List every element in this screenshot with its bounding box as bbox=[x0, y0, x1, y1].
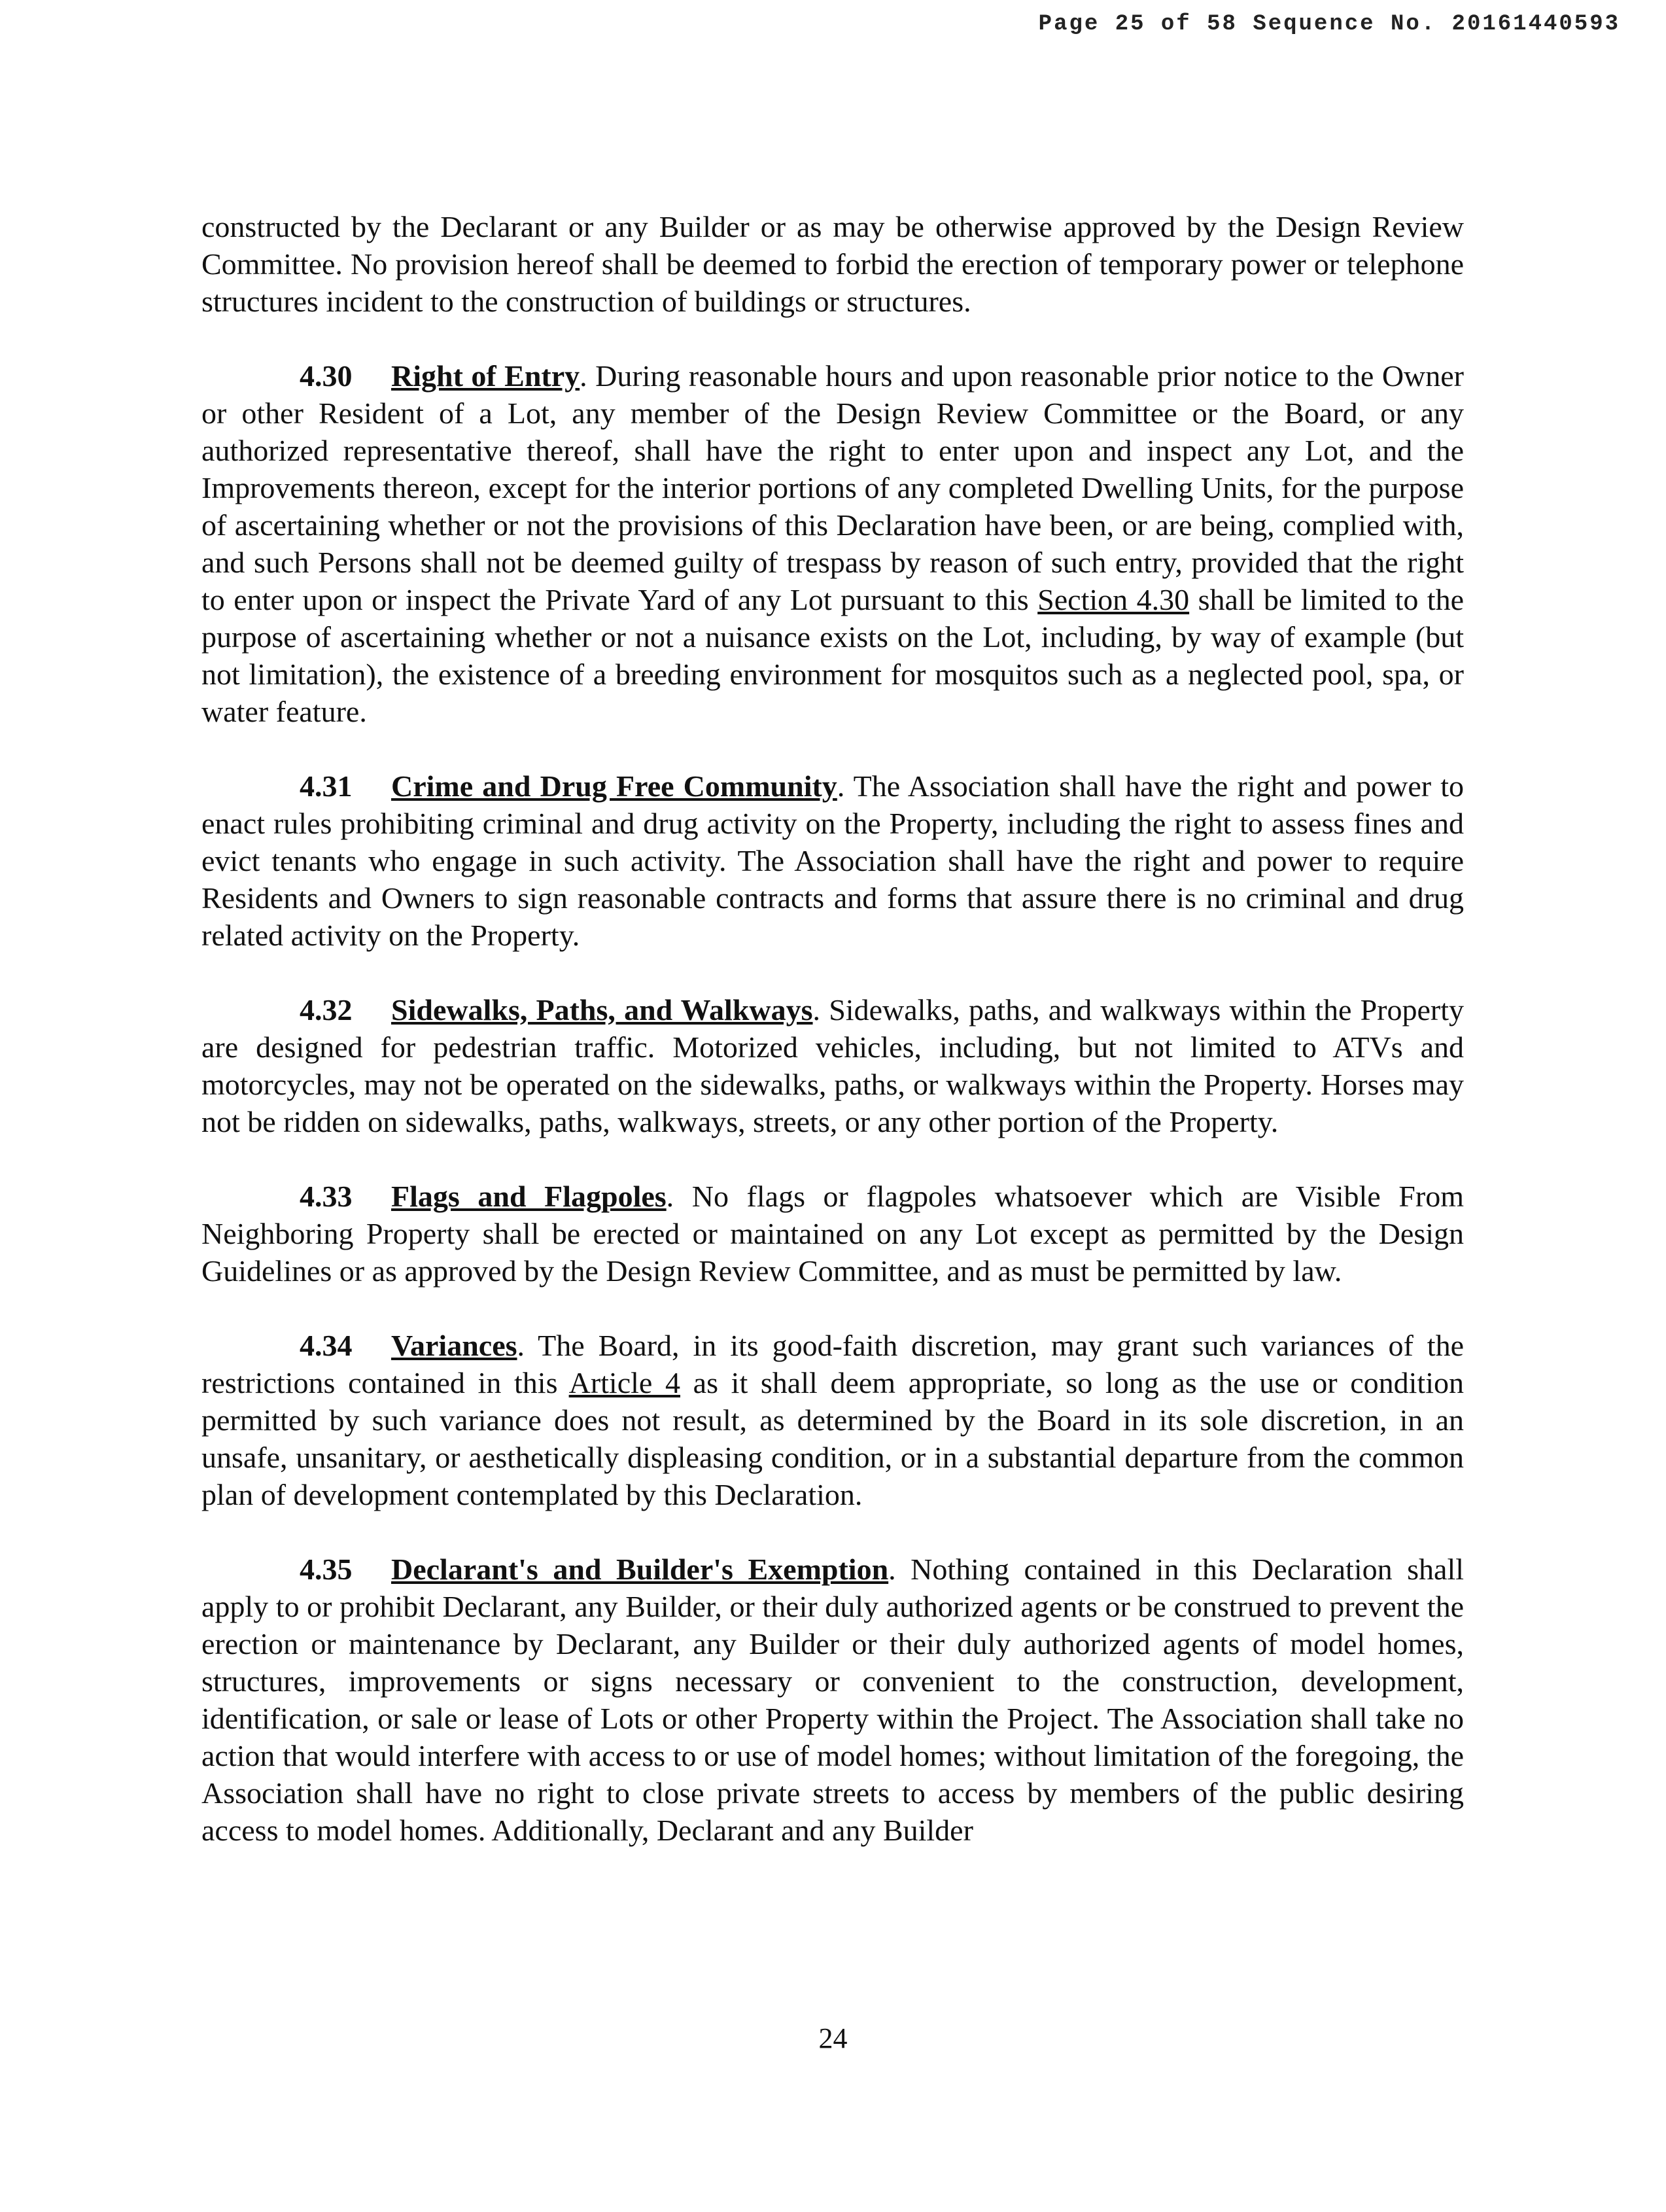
section-4-32 bbox=[201, 991, 1464, 1140]
section-body: shall be limited to the purpose of ascertaining whether or not a nuisance exists on the Lot, including, by way of example (but not limitation), the existence of a breeding environment for mosquitos such as a neglected pool, spa, or water feature. bbox=[201, 583, 1464, 728]
section-number: 4.32 bbox=[300, 993, 353, 1027]
cross-reference-link: Article 4 bbox=[568, 1366, 680, 1399]
section-body: . The Association shall have the right and power to enact rules prohibiting criminal and drug activity on the Property, including the right to assess fines and evict tenants who engage in such activity. The Association shall have the right and power to require Residents and Owners to sign reasonable contracts and forms that assure there is no criminal and drug related activity on the Property. bbox=[201, 769, 1464, 952]
section-title: Flags and Flagpoles bbox=[391, 1180, 667, 1213]
section-4-31 bbox=[201, 767, 1464, 954]
section-title: Variances bbox=[391, 1329, 517, 1362]
section-number: 4.30 bbox=[300, 359, 353, 393]
section-body: . Nothing contained in this Declaration shall apply to or prohibit Declarant, any Builder, or their duly authorized agents or be construed to prevent the erection or maintenance by Declarant, any Builder or their duly authorized agents of model homes, structures, improvements or signs necessary or convenient to the construction, development, identification, or sale or lease of Lots or other Property within the Project. The Association shall take no action that would interfere with access to or use of model homes; without limitation of the foregoing, the Association shall have no right to close private streets to access by members of the public desiring access to model homes. Additionally, Declarant and any Builder bbox=[201, 1553, 1464, 1847]
section-number: 4.33 bbox=[300, 1180, 353, 1213]
section-body: . The Board, in its good-faith discretion, may grant such variances of the restrictions contained in this bbox=[201, 1329, 1464, 1399]
section-4-30 bbox=[201, 357, 1464, 730]
section-number: 4.31 bbox=[300, 769, 353, 803]
continuation-paragraph: constructed by the Declarant or any Builder or as may be otherwise approved by the Design Review Committee. No provision hereof shall be deemed to forbid the erection of temporary power or telephone structures incident to the construction of buildings or structures. bbox=[201, 210, 1464, 318]
section-number: 4.34 bbox=[300, 1329, 353, 1362]
section-title: Crime and Drug Free Community bbox=[391, 769, 837, 803]
section-4-34 bbox=[201, 1327, 1464, 1513]
section-title: Sidewalks, Paths, and Walkways bbox=[391, 993, 813, 1027]
section-4-35 bbox=[201, 1551, 1464, 1849]
page-number: 24 bbox=[818, 2022, 848, 2054]
document-body bbox=[201, 208, 1464, 1849]
cross-reference-link: Section 4.30 bbox=[1037, 583, 1190, 616]
section-body: as it shall deem appropriate, so long as the use or condition permitted by such variance does not result, as determined by the Board in its sole discretion, in an unsafe, unsanitary, or aesthetically displeasing condition, or in a substantial departure from the common plan of development contemplated by this Declaration. bbox=[201, 1366, 1464, 1511]
section-title: Declarant's and Builder's Exemption bbox=[391, 1553, 889, 1586]
section-number: 4.35 bbox=[300, 1553, 353, 1586]
section-body: . No flags or flagpoles whatsoever which are Visible From Neighboring Property shall be erected or maintained on any Lot except as permitted by the Design Guidelines or as approved by the Design Review Committee, and as must be permitted by law. bbox=[201, 1180, 1464, 1288]
section-body: . Sidewalks, paths, and walkways within the Property are designed for pedestrian traffic. Motorized vehicles, including, but not limited to ATVs and motorcycles, may not be operated on the sidewalks, paths, or walkways within the Property. Horses may not be ridden on sidewalks, paths, walkways, streets, or any other portion of the Property. bbox=[201, 993, 1464, 1138]
section-body: . During reasonable hours and upon reasonable prior notice to the Owner or other Resident of a Lot, any member of the Design Review Committee or the Board, or any authorized representative thereof, shall have the right to enter upon and inspect any Lot, and the Improvements thereon, except for the interior portions of any completed Dwelling Units, for the purpose of ascertaining whether or not the provisions of this Declaration have been, or are being, complied with, and such Persons shall not be deemed guilty of trespass by reason of such entry, provided that the right to enter upon or inspect the Private Yard of any Lot pursuant to this bbox=[201, 359, 1464, 616]
section-4-33 bbox=[201, 1178, 1464, 1290]
page-sequence-header: Page 25 of 58 Sequence No. 20161440593 bbox=[1038, 12, 1620, 37]
section-title: Right of Entry bbox=[391, 359, 580, 393]
